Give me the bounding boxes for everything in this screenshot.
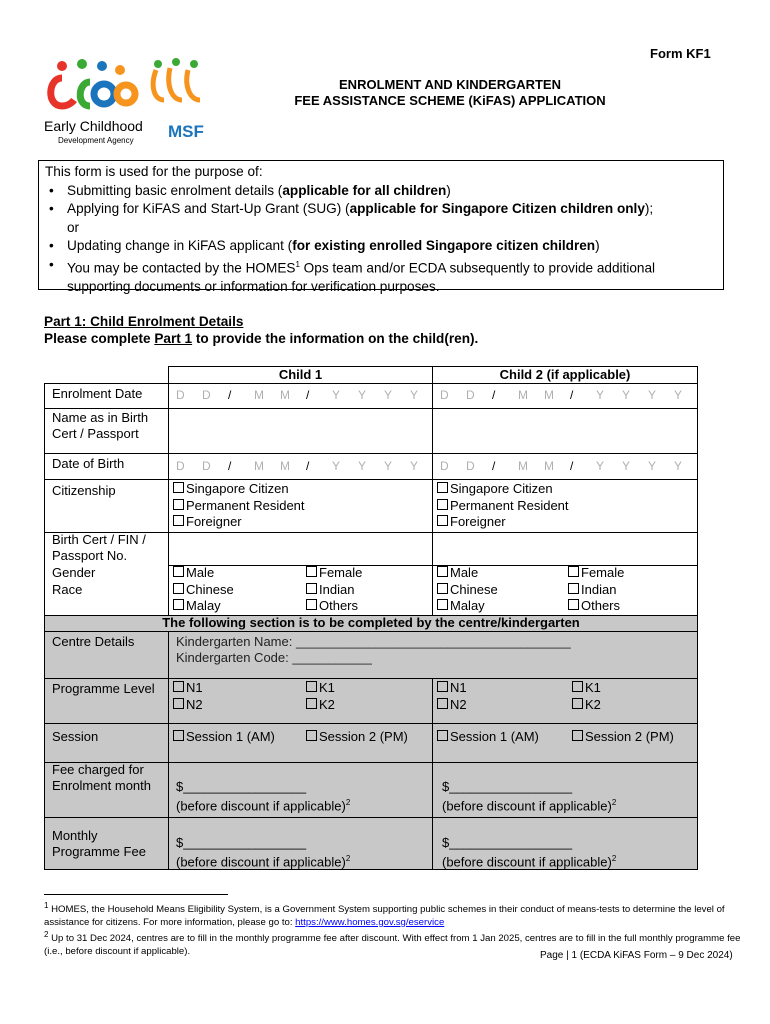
c2-fee-note-text: (before discount if applicable) bbox=[442, 798, 612, 814]
c2-mo-note-text: (before discount if applicable) bbox=[442, 854, 612, 870]
ecda-name: Early Childhood bbox=[44, 118, 143, 134]
child1-citizen-pr[interactable]: Permanent Resident bbox=[173, 498, 305, 515]
child1-citizen-sc[interactable]: Singapore Citizen bbox=[173, 481, 289, 498]
title-line2: FEE ASSISTANCE SCHEME (KiFAS) APPLICATION bbox=[294, 93, 606, 108]
date-placeholder: M bbox=[518, 459, 528, 473]
date-placeholder: Y bbox=[596, 388, 605, 402]
b1-pre: Submitting basic enrolment details ( bbox=[67, 182, 283, 198]
date-placeholder: D bbox=[176, 459, 185, 473]
date-placeholder: Y bbox=[596, 459, 605, 473]
date-separator: / bbox=[306, 459, 310, 473]
date-placeholder: Y bbox=[384, 388, 393, 402]
name-l1: Name as in Birth bbox=[52, 410, 149, 425]
intro-lead: This form is used for the purpose of: bbox=[45, 164, 263, 179]
fee-l1: Fee charged for bbox=[52, 762, 144, 777]
b2-bold: applicable for Singapore Citizen children only bbox=[349, 201, 645, 216]
date-placeholder: M bbox=[544, 459, 554, 473]
date-separator: / bbox=[492, 459, 496, 473]
instr-link: Part 1 bbox=[154, 331, 193, 346]
date-placeholder: Y bbox=[622, 459, 631, 473]
child1-race-indian[interactable]: Indian bbox=[306, 582, 354, 599]
child2-fee-field[interactable]: $_________________ bbox=[442, 779, 573, 794]
b2-pre: Applying for KiFAS and Start-Up Grant (SUG) ( bbox=[67, 201, 350, 216]
date-placeholder: Y bbox=[332, 388, 341, 402]
b3-pre: Updating change in KiFAS applicant ( bbox=[67, 238, 293, 253]
child1-session-am[interactable]: Session 1 (AM) bbox=[173, 729, 275, 746]
child2-session-am[interactable]: Session 1 (AM) bbox=[437, 729, 539, 746]
date-separator: / bbox=[306, 388, 310, 402]
date-placeholder: Y bbox=[674, 459, 683, 473]
footnote-1 bbox=[44, 900, 744, 929]
monthly-label bbox=[52, 828, 146, 860]
child1-programme-cell bbox=[168, 678, 433, 724]
date-separator: / bbox=[228, 388, 232, 402]
child2-fee-note bbox=[442, 795, 616, 814]
intro-bullet-2 bbox=[67, 200, 717, 219]
child1-gender-male[interactable]: Male bbox=[173, 565, 214, 582]
intro-bullet-4 bbox=[67, 256, 717, 297]
mo-l2: Programme Fee bbox=[52, 844, 146, 859]
c2-fee-note-sup: 2 bbox=[611, 798, 617, 807]
intro-box bbox=[38, 160, 724, 294]
part1-heading: Part 1: Child Enrolment Details bbox=[44, 314, 244, 329]
instr-post: to provide the information on the child(ren). bbox=[192, 331, 479, 346]
date-placeholder: Y bbox=[648, 459, 657, 473]
fn1-text: HOMES, the Household Means Eligibility System, is a Government System supporting public schemes in their conduct of means-tests to determine the level of assistance for citizens. For more information, please go to: bbox=[44, 904, 725, 928]
child1-race-others[interactable]: Others bbox=[306, 598, 358, 615]
b1-post: ) bbox=[446, 182, 451, 198]
name-l2: Cert / Passport bbox=[52, 426, 139, 441]
page-footer: Page | 1 (ECDA KiFAS Form – 9 Dec 2024) bbox=[540, 950, 733, 961]
intro-bullet-3 bbox=[67, 237, 717, 256]
b4-sup: 1 bbox=[295, 259, 300, 269]
child2-monthly-field[interactable]: $_________________ bbox=[442, 835, 573, 850]
fn2-text: Up to 31 Dec 2024, centres are to fill in the monthly programme fee after discount. With effect from 1 Jan 2025, centres are to fill in the full monthly programme fee (i.e., before discount if applicable). bbox=[44, 933, 741, 957]
child2-prog-k2[interactable]: K2 bbox=[572, 697, 601, 714]
citizenship-label: Citizenship bbox=[52, 483, 116, 498]
b4-b: Ops team and/or ECDA subsequently to provide additional bbox=[299, 260, 656, 276]
date-placeholder: Y bbox=[648, 388, 657, 402]
date-placeholder: Y bbox=[622, 388, 631, 402]
date-placeholder: D bbox=[466, 388, 475, 402]
date-placeholder: M bbox=[518, 388, 528, 402]
c1-fee-note-sup: 2 bbox=[345, 798, 351, 807]
child1-citizen-foreigner[interactable]: Foreigner bbox=[173, 514, 242, 531]
child1-prog-k2[interactable]: K2 bbox=[306, 697, 335, 714]
child2-prog-n2[interactable]: N2 bbox=[437, 697, 467, 714]
date-placeholder: Y bbox=[384, 459, 393, 473]
fee-l2: Enrolment month bbox=[52, 778, 151, 793]
child2-name-field[interactable] bbox=[432, 408, 698, 454]
intro-or: or bbox=[67, 219, 80, 235]
enrolment-date-label: Enrolment Date bbox=[52, 386, 143, 401]
child2-citizen-pr[interactable]: Permanent Resident bbox=[437, 498, 569, 515]
child1-session-pm[interactable]: Session 2 (PM) bbox=[306, 729, 408, 746]
child2-gender-female[interactable]: Female bbox=[568, 565, 624, 582]
race-label: Race bbox=[52, 581, 83, 597]
child1-fee-field[interactable]: $_________________ bbox=[176, 779, 307, 794]
date-placeholder: Y bbox=[410, 459, 419, 473]
mo-l1: Monthly bbox=[52, 828, 98, 843]
child1-fee-note bbox=[176, 795, 350, 814]
child2-race-chinese[interactable]: Chinese bbox=[437, 582, 498, 599]
child2-programme-cell bbox=[432, 678, 698, 724]
date-placeholder: D bbox=[440, 388, 449, 402]
child2-citizen-sc[interactable]: Singapore Citizen bbox=[437, 481, 553, 498]
enrolment-table bbox=[44, 366, 698, 870]
page-title bbox=[200, 77, 700, 109]
date-placeholder: D bbox=[176, 388, 185, 402]
child2-session-pm[interactable]: Session 2 (PM) bbox=[572, 729, 674, 746]
programme-level-label: Programme Level bbox=[52, 681, 155, 696]
child1-prog-k1[interactable]: K1 bbox=[306, 680, 335, 697]
child1-birthcert-field[interactable] bbox=[168, 532, 433, 566]
child2-gender-male[interactable]: Male bbox=[437, 565, 478, 582]
bc-l2: Passport No. bbox=[52, 548, 128, 563]
child1-race-chinese[interactable]: Chinese bbox=[173, 582, 234, 599]
date-placeholder: Y bbox=[674, 388, 683, 402]
session-label: Session bbox=[52, 729, 99, 744]
centre-details-label: Centre Details bbox=[52, 634, 135, 649]
fn2-sup: 2 bbox=[44, 930, 49, 940]
ecda-subname: Development Agency bbox=[58, 136, 134, 145]
b2-post: ); bbox=[644, 201, 654, 216]
date-placeholder: Y bbox=[410, 388, 419, 402]
intro-bullet-1 bbox=[67, 182, 717, 201]
date-separator: / bbox=[570, 459, 574, 473]
part1-instructions bbox=[44, 330, 478, 347]
form-number: Form KF1 bbox=[650, 46, 711, 61]
date-placeholder: D bbox=[202, 388, 211, 402]
date-placeholder: M bbox=[544, 388, 554, 402]
birthcert-label bbox=[52, 532, 146, 564]
child1-monthly-note bbox=[176, 851, 350, 870]
date-separator: / bbox=[570, 388, 574, 402]
centre-section-title: The following section is to be completed by the centre/kindergarten bbox=[162, 615, 580, 630]
fee-label bbox=[52, 762, 151, 794]
date-placeholder: Y bbox=[358, 388, 367, 402]
date-placeholder: Y bbox=[332, 459, 341, 473]
b3-bold: for existing enrolled Singapore citizen children bbox=[292, 238, 596, 253]
msf-name: MSF bbox=[168, 122, 204, 141]
dob-label: Date of Birth bbox=[52, 456, 125, 471]
child2-birthcert-field[interactable] bbox=[432, 532, 698, 566]
child2-race-malay[interactable]: Malay bbox=[437, 598, 485, 615]
bc-l1: Birth Cert / FIN / bbox=[52, 532, 146, 547]
b4-c: supporting documents or information for verification purposes. bbox=[67, 278, 440, 294]
date-placeholder: D bbox=[202, 459, 211, 473]
date-separator: / bbox=[228, 459, 232, 473]
child2-race-others[interactable]: Others bbox=[568, 598, 620, 615]
c1-mo-note-sup: 2 bbox=[345, 854, 351, 863]
c1-fee-note-text: (before discount if applicable) bbox=[176, 798, 346, 814]
date-placeholder: M bbox=[254, 459, 264, 473]
title-line1: ENROLMENT AND KINDERGARTEN bbox=[339, 77, 561, 92]
child2-monthly-note bbox=[442, 851, 616, 870]
child1-header: Child 1 bbox=[278, 367, 323, 382]
date-placeholder: M bbox=[254, 388, 264, 402]
part1-heading-block bbox=[44, 313, 478, 347]
logo-group bbox=[40, 56, 220, 151]
child1-prog-n2[interactable]: N2 bbox=[173, 697, 203, 714]
gender-label: Gender bbox=[52, 565, 96, 580]
footnote-divider bbox=[44, 894, 228, 895]
name-label bbox=[52, 410, 148, 442]
c1-mo-note-text: (before discount if applicable) bbox=[176, 854, 346, 870]
child1-name-field[interactable] bbox=[168, 408, 433, 454]
kg-code-field[interactable]: Kindergarten Code: ___________ bbox=[176, 650, 372, 665]
homes-link[interactable]: https://www.homes.gov.sg/eservice bbox=[295, 916, 445, 928]
kg-name-field[interactable]: Kindergarten Name: ______________________________________ bbox=[176, 634, 571, 649]
child2-prog-k1[interactable]: K1 bbox=[572, 680, 601, 697]
instr-pre: Please complete bbox=[44, 331, 155, 346]
date-placeholder: M bbox=[280, 459, 290, 473]
child1-race-malay[interactable]: Malay bbox=[173, 598, 221, 615]
date-placeholder: M bbox=[280, 388, 290, 402]
date-separator: / bbox=[492, 388, 496, 402]
child1-gender-female[interactable]: Female bbox=[306, 565, 362, 582]
date-placeholder: D bbox=[440, 459, 449, 473]
child2-prog-n1[interactable]: N1 bbox=[437, 680, 467, 697]
fn1-sup: 1 bbox=[44, 901, 49, 910]
child2-citizen-foreigner[interactable]: Foreigner bbox=[437, 514, 506, 531]
date-placeholder: D bbox=[466, 459, 475, 473]
child1-prog-n1[interactable]: N1 bbox=[173, 680, 203, 697]
child1-monthly-field[interactable]: $_________________ bbox=[176, 835, 307, 850]
child2-header: Child 2 (if applicable) bbox=[499, 367, 631, 382]
b1-bold: applicable for all children bbox=[282, 182, 447, 198]
b4-a: You may be contacted by the HOMES bbox=[67, 260, 296, 276]
child2-race-indian[interactable]: Indian bbox=[568, 582, 616, 599]
date-placeholder: Y bbox=[358, 459, 367, 473]
b3-post: ) bbox=[595, 238, 600, 253]
c2-mo-note-sup: 2 bbox=[611, 854, 617, 863]
